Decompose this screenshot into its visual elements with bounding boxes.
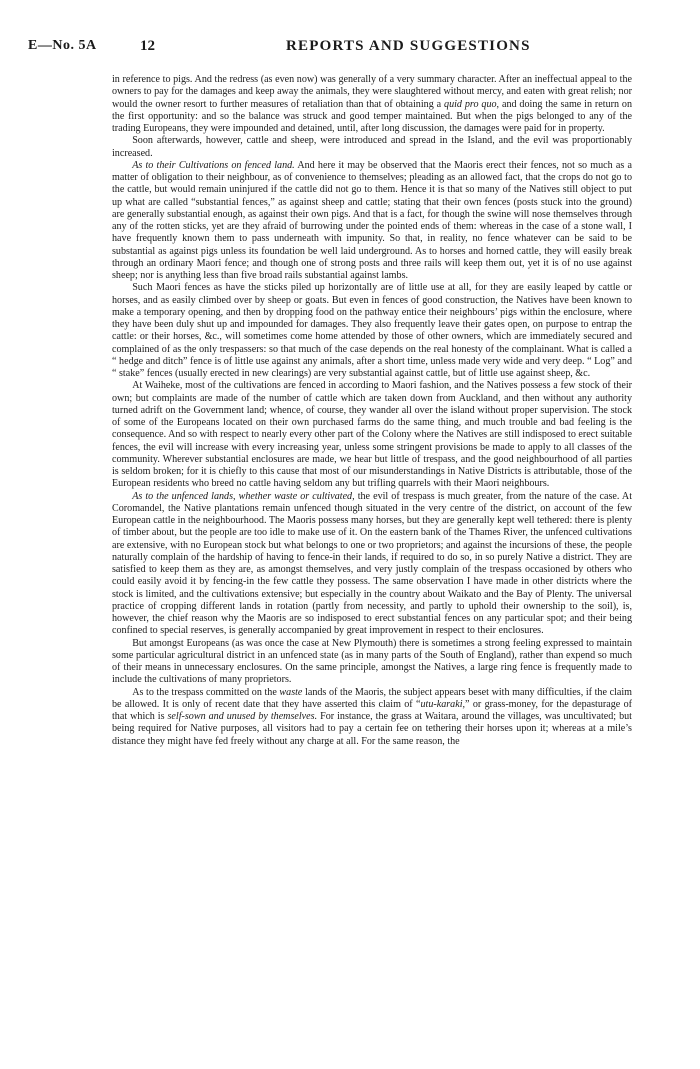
page-number: 12: [140, 38, 155, 54]
italic-text: As to the unfenced lands, whether waste or cultivated,: [132, 490, 355, 502]
body-text: [112, 74, 632, 1059]
text-run: Soon afterwards, however, cattle and sheep, were introduced and spread in the Island, and the evil was proportionably increased.: [112, 135, 632, 159]
italic-text: self-sown and unused by themselves.: [167, 711, 318, 722]
text-run: Such Maori fences as have the sticks piled up horizontally are of little use at all, for they are easily leaped by cattle or horses, and as easily climbed over by sheep or goats. But even in fences of good construction, the Natives have been known to make a temporary opening, and then by dropping food on the pathway entice their neighbours’ pigs within the enclosure, where they have been duly shut up and impounded for damages. They also frequently leave their gates open, on purpose to entrap the cattle: or their horses, &c., will sometimes come home attended by those of other owners, which are immediately secured and complained of as the only trespassers: so that much of the case depends on the real honesty of the complainant. What is called a “ hedge and ditch” fence is of little use against any animals, after a short time, unless made very wide and very deep. “ Log” and “ stake” fences (usually erected in new clearings) are very substantial against cattle, but of little use against sheep, &c.: [112, 282, 632, 379]
italic-text: utu-karaki,: [420, 698, 466, 710]
paragraph: [112, 491, 632, 638]
text-run: At Waiheke, most of the cultivations are fenced in according to Maori fashion, and the Natives possess a few stock of their own; but complaints are made of the number of cattle which are taken down from Auckland, and then without any authority turned adrift on the Government land; whence, of course, they wander all over the island without proper supervision. The stock of some of the Europeans located on their own purchased farms do the same thing, and much trouble and bad feeling is the consequence. And so with respect to nearly every other part of the Colony where the Natives are still indisposed to erect suitable fences, the evil will increase with every increasing year, unless some stringent provisions be made to apply to all classes of the community. Wherever substantial enclosures are made, we hear but little of trespass, and the good neighbourhood of all parties is seldom broken; for it is chiefly to this cause that most of our misunderstandings in Native Districts is attributable, those of the European residents who breed no cattle having seldom any but trifling quarrels with their Maori neighbours.: [112, 380, 632, 490]
paragraph: [112, 160, 632, 283]
paragraph: [112, 380, 632, 490]
paragraph: [112, 135, 632, 160]
text-run: the evil of trespass is much greater, from the nature of the case. At Coromandel, the Native plantations remain unfenced though situated in the very centre of the district, on account of the few European cattle in the neighbourhood. The Maoris possess many horses, but they are generally kept well tethered: there is plenty of timber about, but the people are too idle to make use of it. On the eastern bank of the Thames River, the unfenced cultivations are extensive, with no European stock but what belongs to one or two proprietors; and against the incursions of these, the people naturally complain of the hardship of having to fence-in their lands, if required to do so, in so purely Native a district. They are satisfied to keep them as they are, as amongst themselves, and very justly complain of the trespass occasioned by others who could easily avoid it by fencing-in the few cattle they possess. The same observation I have made in other districts where the stock is limited, and the cultivations extensive; but especially in the country about Waikato and the Bay of Plenty. The universal practice of cropping different lands in rotation (partly from necessity, and partly to uphold their ownership to the soil), is, however, the chief reason why the Maoris are so indisposed to erect substantial fences on any particular spot; and their being confined to special reserves, is generally accompanied by great improvement in respect to their enclosures.: [112, 490, 632, 637]
document-reference: E—No. 5A: [28, 38, 97, 53]
text-run: ” or grass-money, for the depasturage of that which is: [112, 698, 632, 722]
italic-text: quid pro quo: [444, 98, 497, 110]
text-run: For instance, the grass at Waitara, around the villages, was uncultivated; but being required for Native purposes, all visitors had to pay a certain fee on tethering their horses upon it; whereas at a mile’s distance they might have fed freely without any charge at all. For the same reason, the: [112, 711, 632, 747]
italic-text: waste: [279, 686, 303, 698]
paragraph: [112, 282, 632, 380]
paragraph: [112, 74, 632, 135]
text-run: lands of the Maoris, the subject appears beset with many difficulties, if the claim be allowed. It is only of recent date that they have asserted this claim of “: [112, 686, 632, 710]
page-header: [28, 38, 636, 58]
paragraph: [112, 687, 632, 748]
text-run: in reference to pigs. And the redress (as even now) was generally of a very summary character. After an ineffectual appeal to the owners to pay for the damages and keep away the animals, they were slaughtered without mercy, and eaten with great relish; nor would the owner resort to further measures of retaliation than that of obtaining a: [112, 74, 632, 110]
text-run: And here it may be observed that the Maoris erect their fences, not so much as a matter of obligation to their neighbour, as of convenience to themselves; pleading as an allowed fact, that the crops do not go to the cattle, but would remain uninjured if the cattle did not go to them. Hence it is that so many of the Natives still object to put up what are called “substantial fences,” as against sheep and cattle; stating that their own fences (posts stuck into the ground) are generally substantial enough, as against their own pigs. And that is a fact, for though the swine will nose themselves through any of the rotten sticks, yet are they afraid of burrowing under the pointed ends of them: whereas in the case of a stone wall, I have frequently known them to pass underneath with impunity. So that, in reality, no fence whatever can be said to be substantial as against pigs unless its foundation be well laid underground. As to horses and horned cattle, they will easily break through an ordinary Maori fence; and though one of strong posts and three rails will keep them out, yet it is of no use against sheep; nor is anything less than five broad rails substantial against lambs.: [112, 159, 632, 281]
running-title: REPORTS AND SUGGESTIONS: [286, 38, 531, 54]
text-run: , and doing the same in return on the first opportunity: and so the balance was struck and good temper maintained. But when the pigs belonged to any of the trading Europeans, they were impounded and detained, until, after long discussion, the damages were paid for in property.: [112, 98, 632, 134]
paragraph: [112, 638, 632, 687]
text-run: As to the trespass committed on the: [132, 686, 280, 698]
text-run: But amongst Europeans (as was once the case at New Plymouth) there is sometimes a strong feeling expressed to maintain some particular agricultural district in an unfenced state (as in many parts of the South of England), rather than expend so much of their means in unnecessary enclosures. On the same principle, amongst the Natives, a large ring fence is frequently made to include the cultivations of many proprietors.: [112, 637, 632, 686]
italic-text: As to their Cultivations on fenced land.: [132, 159, 295, 171]
